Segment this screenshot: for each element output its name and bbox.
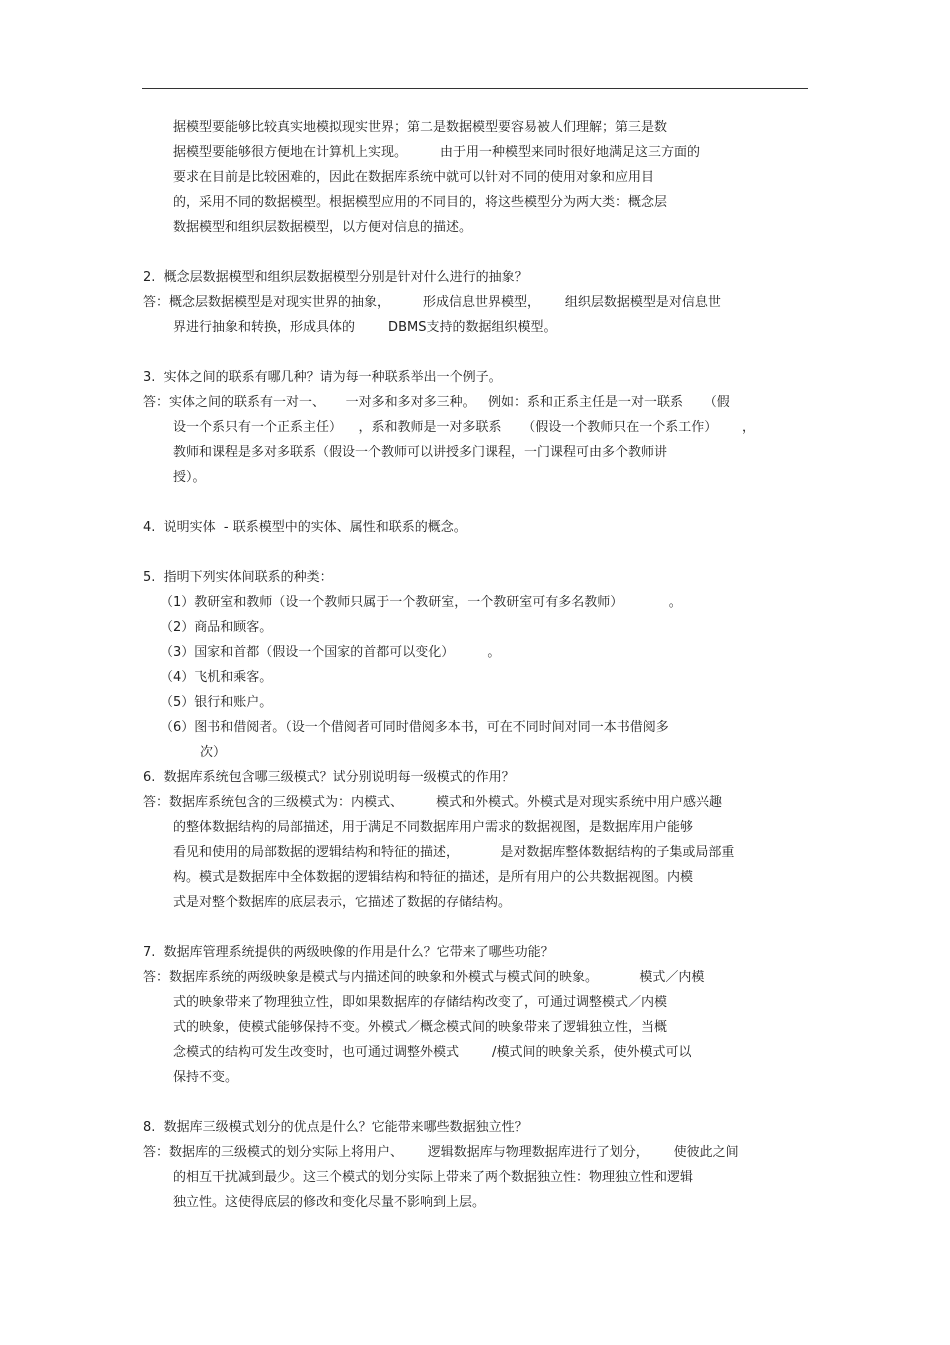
header-rule: [142, 88, 808, 89]
intro-line: 的，采用不同的数据模型。根据模型应用的不同目的，将这些模型分为两大类：概念层: [173, 195, 668, 210]
answer-7-line: 念模式的结构可发生改变时，也可通过调整外模式 /模式间的映象关系，使外模式可以: [173, 1045, 692, 1060]
answer-3-line: 答：实体之间的联系有一对一、 一对多和多对多三种。 例如：系和正系主任是一对一联系 （假: [143, 395, 730, 410]
question-7: 7. 数据库管理系统提供的两级映像的作用是什么？它带来了哪些功能？: [143, 945, 554, 960]
intro-line: 据模型要能够很方便地在计算机上实现。 由于用一种模型来同时很好地满足这三方面的: [173, 145, 701, 160]
answer-7-line: 式的映象，使模式能够保持不变。外模式／概念模式间的映象带来了逻辑独立性，当概: [173, 1020, 668, 1035]
answer-6-line: 构。模式是数据库中全体数据的逻辑结构和特征的描述，是所有用户的公共数据视图。内模: [173, 870, 694, 885]
list-item: （2）商品和顾客。: [160, 620, 273, 635]
answer-6-line: 看见和使用的局部数据的逻辑结构和特征的描述， 是对数据库整体数据结构的子集或局部重: [173, 845, 735, 860]
intro-line: 据模型要能够比较真实地模拟现实世界；第二是数据模型要容易被人们理解；第三是数: [173, 120, 668, 135]
intro-line: 要求在目前是比较困难的，因此在数据库系统中就可以针对不同的使用对象和应用目: [173, 170, 655, 185]
list-item: （4）飞机和乘客。: [160, 670, 273, 685]
answer-7-line: 保持不变。: [173, 1070, 239, 1085]
answer-8-line: 的相互干扰减到最少。这三个模式的划分实际上带来了两个数据独立性：物理独立性和逻辑: [173, 1170, 694, 1185]
list-item: （5）银行和账户。: [160, 695, 273, 710]
answer-7-line: 式的映象带来了物理独立性，即如果数据库的存储结构改变了，可通过调整模式／内模: [173, 995, 668, 1010]
question-2: 2. 概念层数据模型和组织层数据模型分别是针对什么进行的抽象？: [143, 270, 528, 285]
answer-6-line: 答：数据库系统包含的三级模式为：内模式、 模式和外模式。外模式是对现实系统中用户感兴趣: [143, 795, 723, 810]
answer-2-line: 答：概念层数据模型是对现实世界的抽象， 形成信息世界模型， 组织层数据模型是对信息世: [143, 295, 721, 310]
list-item: （1）教研室和教师（设一个教师只属于一个教研室，一个教研室可有多名教师） 。: [160, 595, 682, 610]
answer-2-line: 界进行抽象和转换，形成具体的 DBMS支持的数据组织模型。: [173, 320, 557, 335]
question-3: 3. 实体之间的联系有哪几种？请为每一种联系举出一个例子。: [143, 370, 502, 385]
question-6: 6. 数据库系统包含哪三级模式？试分别说明每一级模式的作用？: [143, 770, 515, 785]
list-item: （6）图书和借阅者。（设一个借阅者可同时借阅多本书，可在不同时间对同一本书借阅多: [160, 720, 669, 735]
answer-3-line: 设一个系只有一个正系主任） ，系和教师是一对多联系 （假设一个教师只在一个系工作） ，: [173, 420, 755, 435]
list-item: 次）: [200, 745, 227, 760]
answer-8-line: 答：数据库的三级模式的划分实际上将用户、 逻辑数据库与物理数据库进行了划分， 使彼此之间: [143, 1145, 739, 1160]
list-item: （3）国家和首都（假设一个国家的首都可以变化） 。: [160, 645, 501, 660]
answer-8-line: 独立性。这使得底层的修改和变化尽量不影响到上层。: [173, 1195, 486, 1210]
answer-6-line: 式是对整个数据库的底层表示，它描述了数据的存储结构。: [173, 895, 512, 910]
question-5: 5. 指明下列实体间联系的种类：: [143, 570, 333, 585]
answer-3-line: 授）。: [173, 470, 206, 485]
question-8: 8. 数据库三级模式划分的优点是什么？它能带来哪些数据独立性？: [143, 1120, 528, 1135]
question-4: 4. 说明实体 - 联系模型中的实体、属性和联系的概念。: [143, 520, 467, 535]
answer-6-line: 的整体数据结构的局部描述，用于满足不同数据库用户需求的数据视图，是数据库用户能够: [173, 820, 694, 835]
answer-3-line: 教师和课程是多对多联系（假设一个教师可以讲授多门课程，一门课程可由多个教师讲: [173, 445, 668, 460]
answer-7-line: 答：数据库系统的两级映象是模式与内描述间的映象和外模式与模式间的映象。 模式／内模: [143, 970, 705, 985]
intro-line: 数据模型和组织层数据模型，以方便对信息的描述。: [173, 220, 473, 235]
